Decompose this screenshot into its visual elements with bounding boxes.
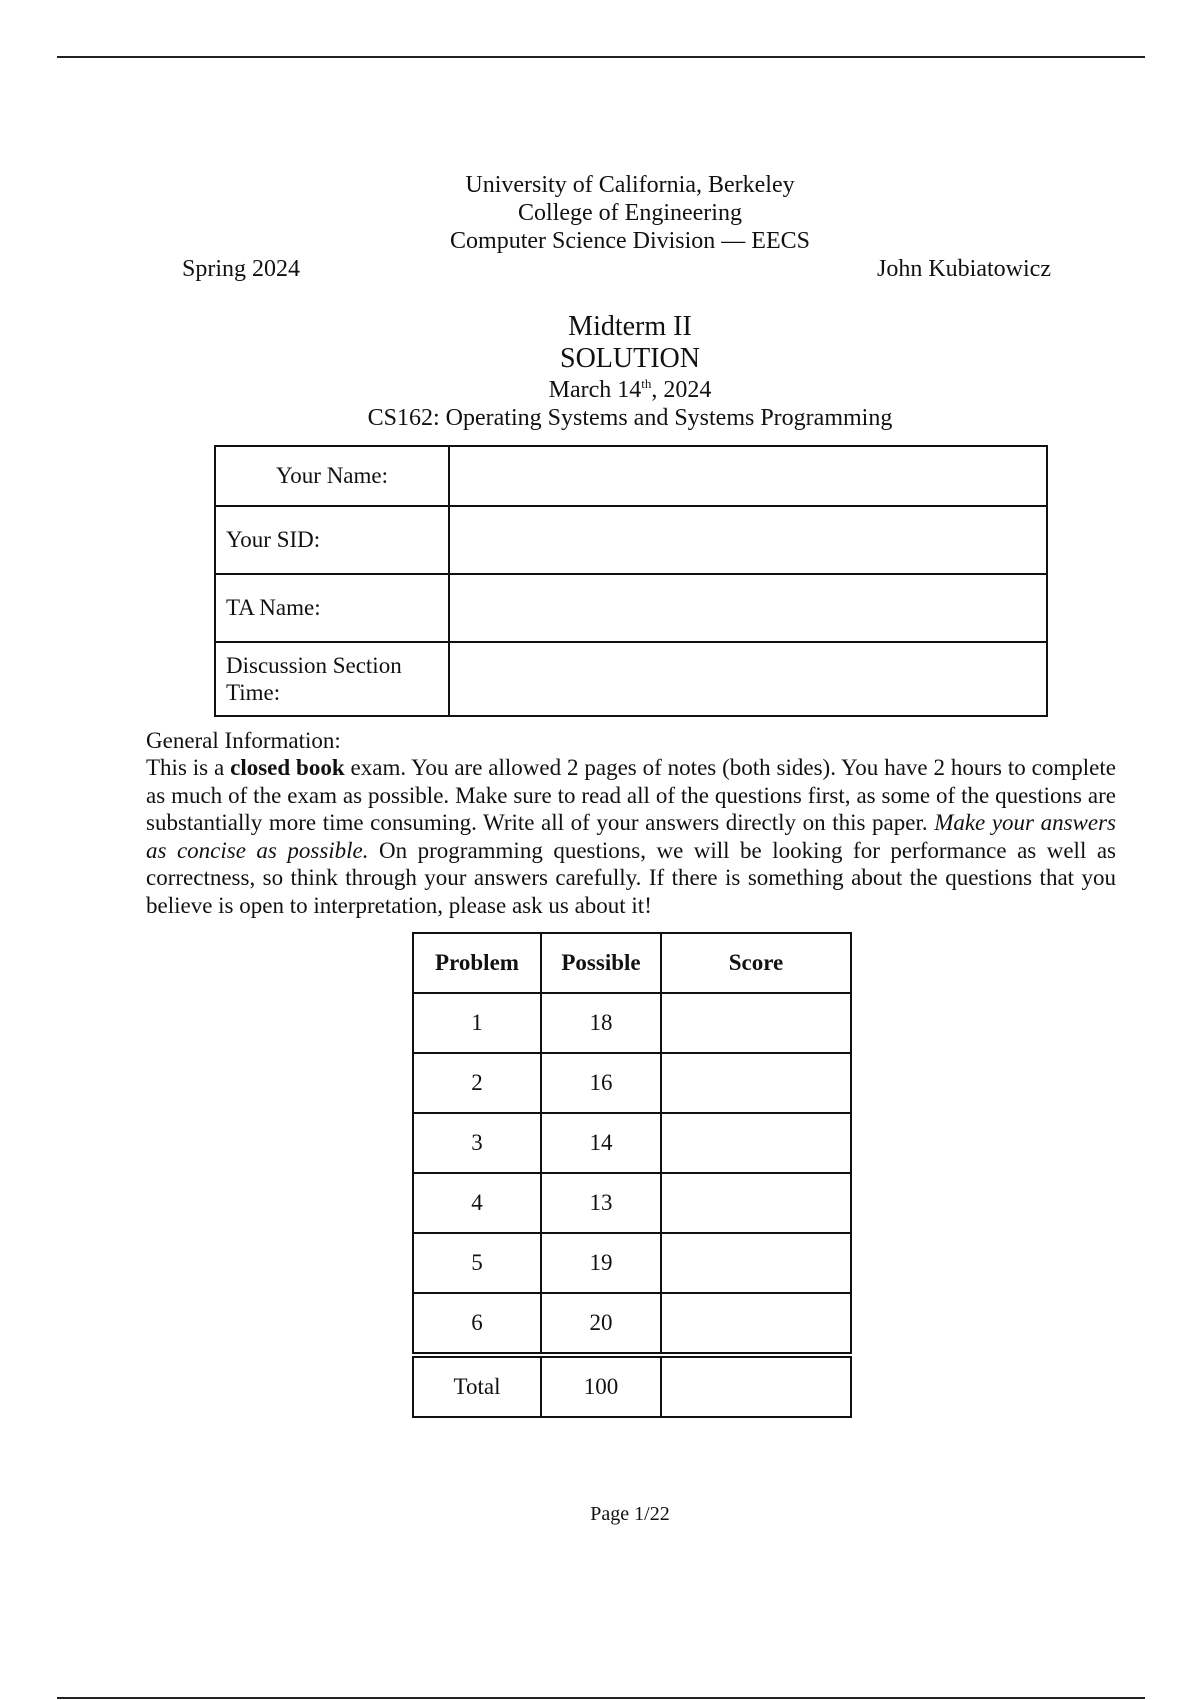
division-name: Computer Science Division — EECS: [450, 228, 810, 254]
table-row: [413, 993, 851, 1053]
general-info-part4: On programming questions, we will be looking for performance as well as correctness, so think through your answers carefully. If there is something about the questions that you believe is open to interpretation, please ask us about it!: [146, 837, 1116, 918]
ta-label: TA Name:: [215, 574, 449, 642]
total-label: Total: [413, 1355, 541, 1417]
table-row: [413, 1233, 851, 1293]
score-cell[interactable]: [661, 1233, 851, 1293]
table-row: [413, 1113, 851, 1173]
table-row: [413, 1293, 851, 1355]
name-row: [215, 446, 1047, 506]
possible-points: 14: [541, 1113, 661, 1173]
score-table: [412, 932, 852, 1418]
score-cell[interactable]: [661, 1113, 851, 1173]
total-row: [413, 1355, 851, 1417]
possible-points: 16: [541, 1053, 661, 1113]
discussion-field[interactable]: [449, 642, 1047, 716]
sid-row: [215, 506, 1047, 574]
ta-row: [215, 574, 1047, 642]
exam-date-suffix: , 2024: [651, 377, 712, 403]
top-rule: [57, 56, 1145, 58]
possible-points: 19: [541, 1233, 661, 1293]
closed-book-emphasis: closed book: [230, 755, 345, 780]
student-info-table: [214, 445, 1048, 717]
total-score-cell[interactable]: [661, 1355, 851, 1417]
bottom-rule: [57, 1697, 1145, 1699]
discussion-label-line2: Time:: [226, 680, 281, 705]
term-label: Spring 2024: [182, 256, 301, 282]
instructor-name: John Kubiatowicz: [877, 256, 1051, 282]
concise-emphasis: Make your answers as concise as possible.: [146, 810, 1116, 863]
sid-label: Your SID:: [215, 506, 449, 574]
general-info-text: [146, 754, 1116, 919]
problem-number: 1: [413, 993, 541, 1053]
possible-header: Possible: [541, 933, 661, 993]
discussion-label-line1: Discussion Section: [226, 653, 402, 678]
score-cell[interactable]: [661, 1053, 851, 1113]
discussion-row: [215, 642, 1047, 716]
exam-title-block: [0, 311, 1200, 375]
exam-title: Midterm II: [568, 311, 692, 342]
problem-number: 4: [413, 1173, 541, 1233]
institution-header: [0, 171, 1200, 255]
problem-number: 6: [413, 1293, 541, 1355]
problem-header: Problem: [413, 933, 541, 993]
ta-field[interactable]: [449, 574, 1047, 642]
table-row: [413, 1173, 851, 1233]
general-info-part1: This is a: [146, 755, 231, 780]
possible-points: 13: [541, 1173, 661, 1233]
course-title: CS162: Operating Systems and Systems Programming: [367, 405, 893, 431]
total-possible: 100: [541, 1355, 661, 1417]
table-row: [413, 1053, 851, 1113]
score-header: Score: [661, 933, 851, 993]
general-info-part2: exam. You are allowed 2 pages of notes (both sides). You have 2 hours to complete as much of the exam as possible. Make sure to read all of the questions first, as some of the questions are substantially more time consuming. Write all of your answers directly on this paper.: [146, 755, 1116, 835]
sid-field[interactable]: [449, 506, 1047, 574]
exam-date-sup: th: [641, 376, 652, 391]
exam-date-prefix: March 14: [548, 377, 642, 403]
score-cell[interactable]: [661, 1173, 851, 1233]
exam-subtitle: SOLUTION: [560, 343, 700, 374]
page-number: Page 1/22: [590, 1503, 670, 1525]
problem-number: 2: [413, 1053, 541, 1113]
possible-points: 20: [541, 1293, 661, 1355]
name-label: Your Name:: [215, 446, 449, 506]
score-cell[interactable]: [661, 1293, 851, 1355]
score-table-header: [413, 933, 851, 993]
college-name: College of Engineering: [518, 200, 742, 226]
discussion-label: [215, 642, 449, 716]
score-cell[interactable]: [661, 993, 851, 1053]
exam-date: [0, 376, 1200, 404]
possible-points: 18: [541, 993, 661, 1053]
university-name: University of California, Berkeley: [465, 172, 795, 198]
general-info-heading: General Information:: [146, 728, 341, 753]
problem-number: 3: [413, 1113, 541, 1173]
problem-number: 5: [413, 1233, 541, 1293]
name-field[interactable]: [449, 446, 1047, 506]
